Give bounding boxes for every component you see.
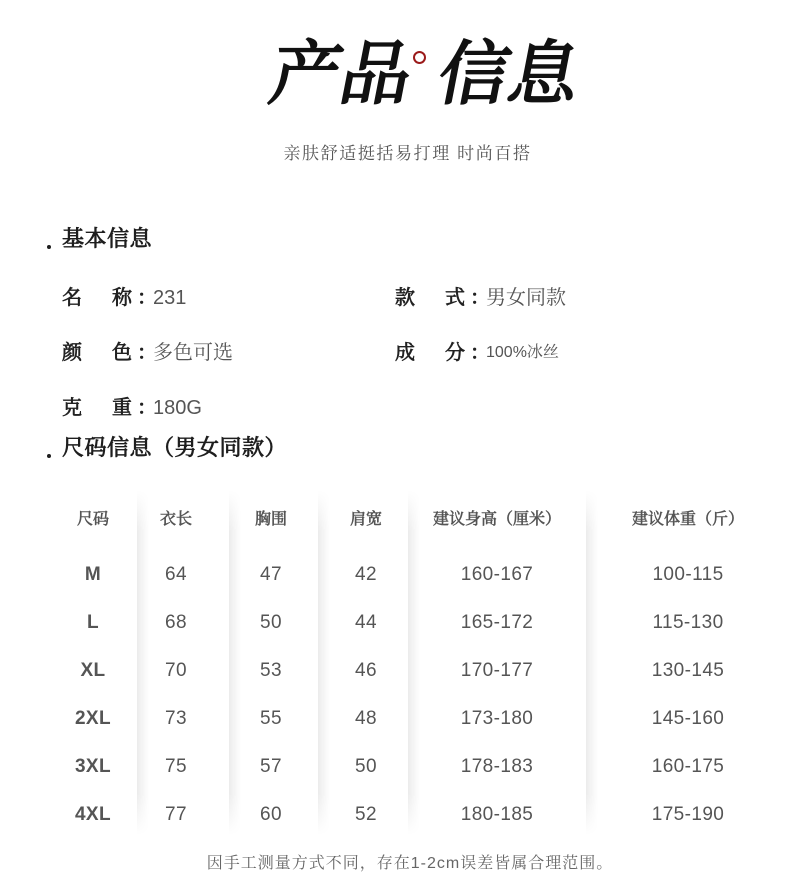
info-item-material (395, 341, 559, 365)
chest-cell: 50 (260, 612, 282, 633)
height-range-cell: 165-172 (460, 612, 534, 633)
shoulder-cell: 42 (355, 564, 377, 585)
size-cell: M (84, 564, 102, 585)
height-range-cell: 160-167 (460, 564, 534, 585)
length-cell: 68 (165, 612, 187, 633)
height-range-cell: 170-177 (460, 660, 534, 681)
info-item-weight (62, 396, 202, 420)
info-item-style (395, 286, 566, 310)
section-heading-text: 尺码信息（男女同款） (62, 435, 288, 460)
page-title-left: 产品 (263, 35, 419, 113)
chest-cell: 47 (260, 564, 282, 585)
table-header-row (48, 493, 786, 541)
height-range-cell: 178-183 (460, 756, 534, 777)
info-value: 180G (153, 397, 202, 419)
info-label: 名 称： (62, 287, 162, 309)
info-label: 颜 色： (62, 342, 162, 364)
section-heading-size-info (46, 435, 287, 461)
page-title-right: 信息 (431, 35, 587, 113)
section-heading-text: 基本信息 (62, 226, 153, 251)
shoulder-cell: 48 (355, 708, 377, 729)
dot-icon (47, 454, 51, 458)
weight-range-cell: 175-190 (651, 804, 725, 825)
section-heading-basic-info (46, 226, 152, 252)
length-cell: 64 (165, 564, 187, 585)
table-row (48, 647, 786, 695)
shoulder-cell: 50 (355, 756, 377, 777)
height-range-cell: 173-180 (460, 708, 534, 729)
table-row (48, 743, 786, 791)
shoulder-cell: 52 (355, 804, 377, 825)
length-cell: 75 (165, 756, 187, 777)
info-label: 成 分： (395, 342, 495, 364)
page-subtitle: 亲肤舒适挺括易打理 时尚百搭 (283, 144, 532, 163)
length-cell: 70 (165, 660, 187, 681)
info-item-color (62, 341, 233, 365)
weight-range-cell: 145-160 (651, 708, 725, 729)
size-table (48, 493, 786, 839)
size-cell: 4XL (74, 804, 112, 825)
weight-range-cell: 100-115 (652, 564, 724, 585)
shoulder-cell: 46 (355, 660, 377, 681)
weight-range-cell: 130-145 (651, 660, 725, 681)
info-value: 多色可选 (153, 342, 233, 364)
table-row (48, 599, 786, 647)
column-header-height: 建议身高（厘米） (432, 510, 561, 528)
size-cell: XL (80, 660, 106, 681)
table-row (48, 791, 786, 839)
weight-range-cell: 115-130 (652, 612, 724, 633)
size-cell: 3XL (74, 756, 112, 777)
info-value: 231 (153, 287, 187, 309)
height-range-cell: 180-185 (460, 804, 534, 825)
info-value: 男女同款 (486, 287, 566, 309)
measurement-footnote: 因手工测量方式不同，存在1-2cm误差皆属合理范围。 (206, 855, 614, 872)
info-item-name (62, 286, 186, 310)
chest-cell: 53 (260, 660, 282, 681)
table-row (48, 695, 786, 743)
size-cell: L (86, 612, 99, 633)
ring-icon (413, 51, 426, 64)
column-header-weight: 建议体重（斤） (631, 510, 744, 528)
weight-range-cell: 160-175 (651, 756, 725, 777)
chest-cell: 57 (260, 756, 282, 777)
shoulder-cell: 44 (355, 612, 377, 633)
length-cell: 73 (165, 708, 187, 729)
column-header-chest: 胸围 (254, 510, 287, 528)
info-label: 款 式： (395, 287, 495, 309)
length-cell: 77 (165, 804, 187, 825)
column-header-length: 衣长 (159, 510, 192, 528)
table-row (48, 551, 786, 599)
column-header-size: 尺码 (76, 510, 109, 528)
chest-cell: 55 (260, 708, 282, 729)
info-label: 克 重： (62, 397, 162, 419)
column-header-shoulder: 肩宽 (349, 510, 382, 528)
dot-icon (47, 245, 51, 249)
info-value: 100%冰丝 (486, 344, 559, 361)
size-cell: 2XL (74, 708, 112, 729)
chest-cell: 60 (260, 804, 282, 825)
